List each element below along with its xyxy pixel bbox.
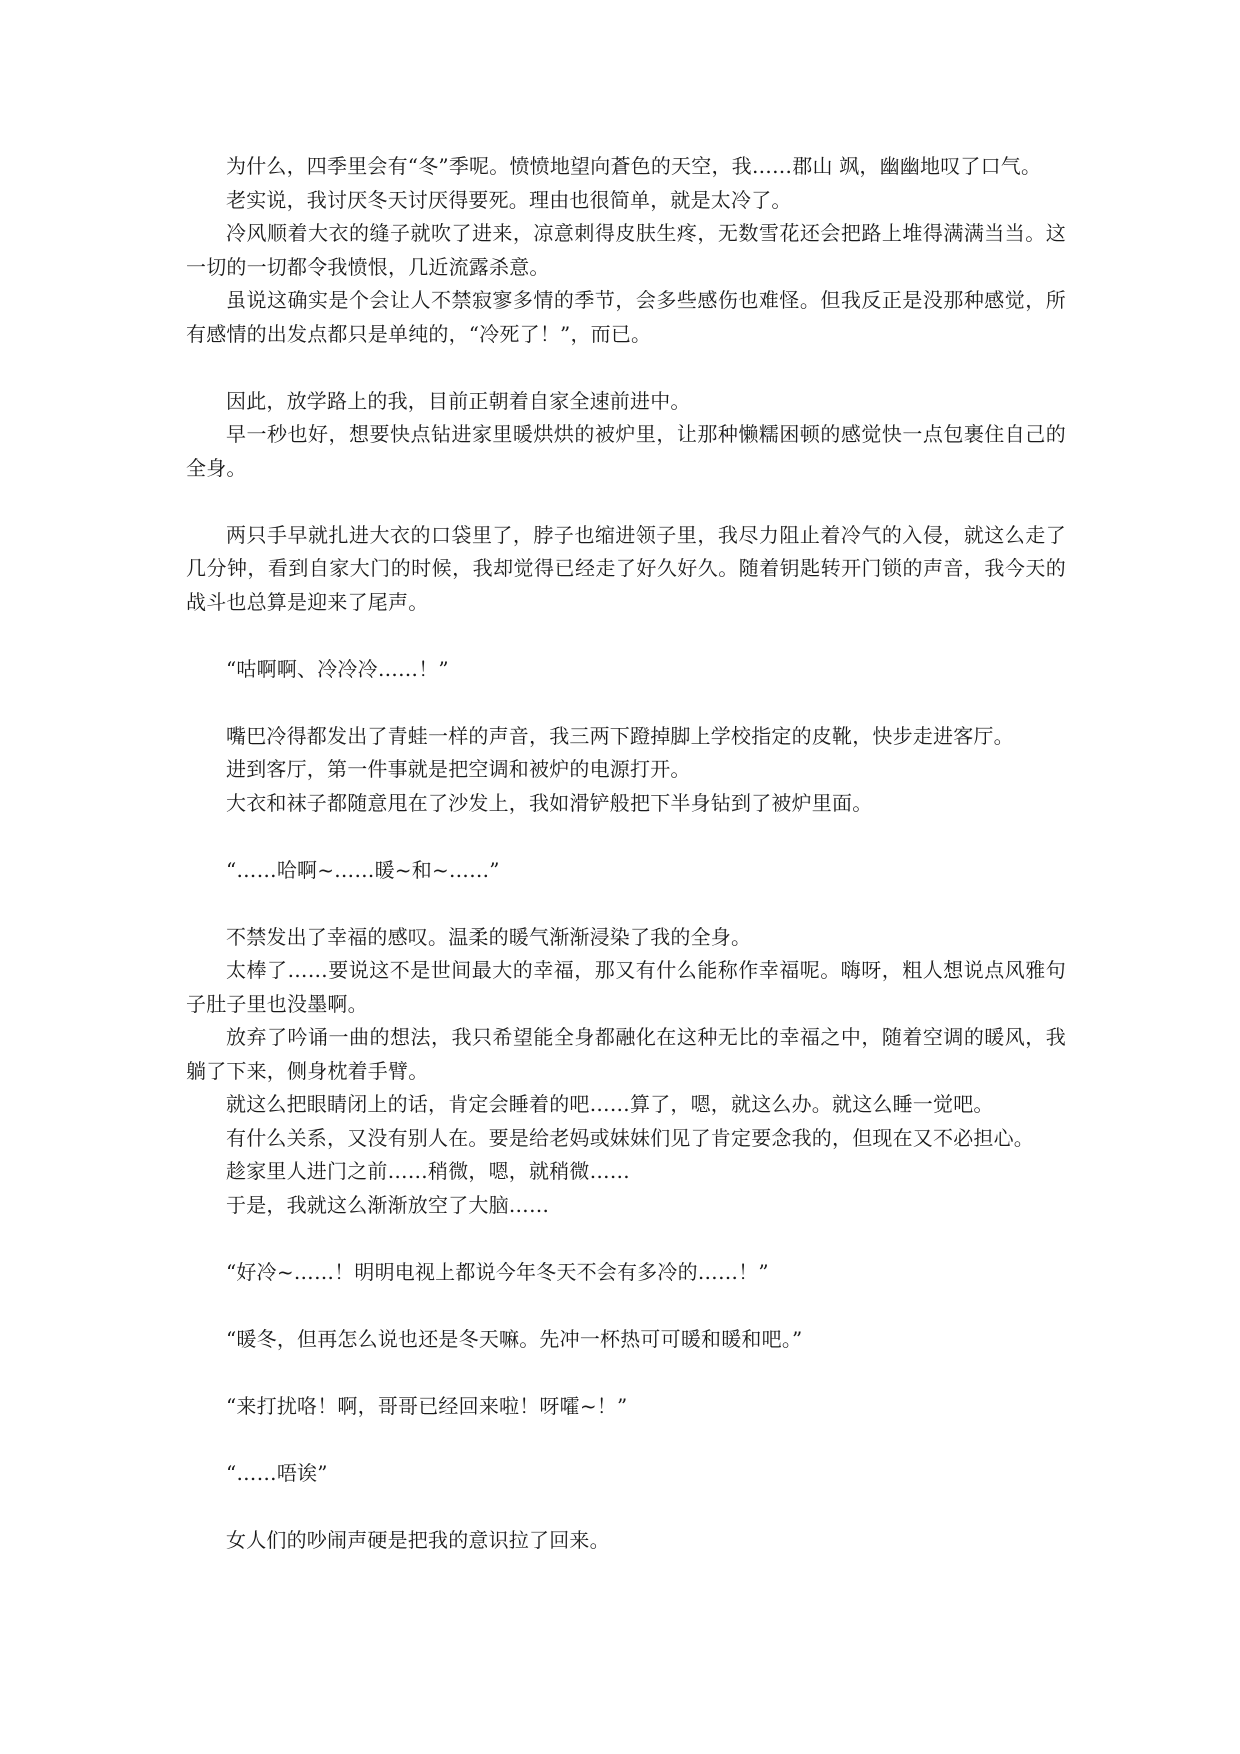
blank-line <box>186 1289 1066 1323</box>
blank-line <box>186 1222 1066 1256</box>
document-body <box>186 150 1066 1557</box>
paragraph: 太棒了……要说这不是世间最大的幸福，那又有什么能称作幸福呢。嗨呀，粗人想说点风雅句子肚子里也没墨啊。 <box>186 958 1066 1016</box>
paragraph: “……唔诶” <box>226 1460 328 1485</box>
paragraph: “好冷~……！明明电视上都说今年冬天不会有多冷的……！” <box>226 1259 769 1284</box>
blank-line <box>186 619 1066 653</box>
paragraph: 冷风顺着大衣的缝子就吹了进来，凉意刺得皮肤生疼，无数雪花还会把路上堆得满满当当。这一切的一切都令我愤恨，几近流露杀意。 <box>186 221 1066 279</box>
blank-line <box>186 351 1066 385</box>
blank-line <box>186 686 1066 720</box>
paragraph: 不禁发出了幸福的感叹。温柔的暖气渐渐浸染了我的全身。 <box>226 924 752 949</box>
blank-line <box>186 1423 1066 1457</box>
paragraph: “……哈啊~……暖~和~……” <box>226 857 500 882</box>
paragraph: 趁家里人进门之前……稍微，嗯，就稍微…… <box>226 1159 630 1183</box>
paragraph: “暖冬，但再怎么说也还是冬天嘛。先冲一杯热可可暖和暖和吧。” <box>226 1326 803 1351</box>
paragraph: 女人们的吵闹声硬是把我的意识拉了回来。 <box>226 1527 610 1552</box>
paragraph: 两只手早就扎进大衣的口袋里了，脖子也缩进领子里，我尽力阻止着冷气的入侵，就这么走了几分钟，看到自家大门的时候，我却觉得已经走了好久好久。随着钥匙转开门锁的声音，我今天的战斗也总算是迎来了尾声。 <box>186 522 1066 614</box>
paragraph: 放弃了吟诵一曲的想法，我只希望能全身都融化在这种无比的幸福之中，随着空调的暖风，我躺了下来，侧身枕着手臂。 <box>186 1025 1066 1083</box>
paragraph: 有什么关系，又没有别人在。要是给老妈或妹妹们见了肯定要念我的，但现在又不必担心。 <box>226 1125 1034 1150</box>
blank-line <box>186 485 1066 519</box>
paragraph: 早一秒也好，想要快点钻进家里暖烘烘的被炉里，让那种懒糯困顿的感觉快一点包裹住自己的全身。 <box>186 422 1066 480</box>
blank-line <box>186 1356 1066 1390</box>
blank-line <box>186 820 1066 854</box>
paragraph: “来打扰咯！啊，哥哥已经回来啦！呀嚯~！” <box>226 1393 628 1418</box>
paragraph: 大衣和袜子都随意甩在了沙发上，我如滑铲般把下半身钻到了被炉里面。 <box>226 790 873 815</box>
blank-line <box>186 887 1066 921</box>
paragraph: 老实说，我讨厌冬天讨厌得要死。理由也很简单，就是太冷了。 <box>226 187 792 212</box>
paragraph: 因此，放学路上的我，目前正朝着自家全速前进中。 <box>226 388 691 413</box>
blank-line <box>186 1490 1066 1524</box>
paragraph: 于是，我就这么渐渐放空了大脑…… <box>226 1192 550 1217</box>
paragraph: “咕啊啊、冷冷冷……！” <box>226 656 449 681</box>
paragraph: 进到客厅，第一件事就是把空调和被炉的电源打开。 <box>226 757 691 781</box>
paragraph: 嘴巴冷得都发出了青蛙一样的声音，我三两下蹬掉脚上学校指定的皮靴，快步走进客厅。 <box>226 723 1014 748</box>
paragraph: 就这么把眼睛闭上的话，肯定会睡着的吧……算了，嗯，就这么办。就这么睡一觉吧。 <box>226 1092 994 1116</box>
paragraph: 虽说这确实是个会让人不禁寂寥多情的季节，会多些感伤也难怪。但我反正是没那种感觉，所有感情的出发点都只是单纯的，“冷死了！”，而已。 <box>186 288 1066 346</box>
paragraph: 为什么，四季里会有“冬”季呢。愤愤地望向蒼色的天空，我……郡山 飒，幽幽地叹了口气。 <box>226 154 1042 178</box>
